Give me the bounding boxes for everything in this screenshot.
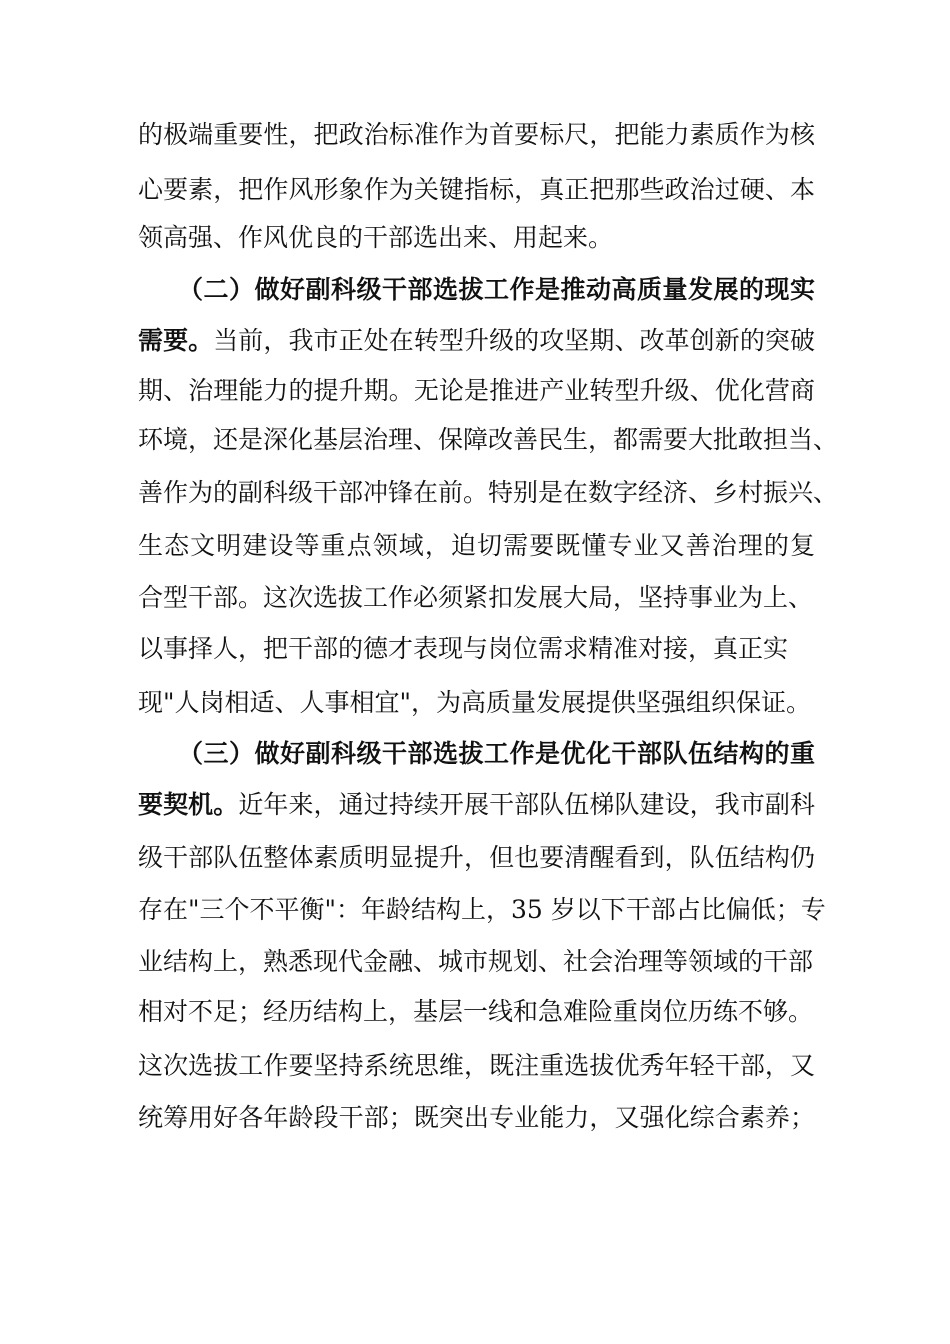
text-line [138, 476, 839, 510]
paragraph-text: 近年来，通过持续开展干部队伍梯队建设，我市副科 [238, 790, 815, 819]
heading-text: 要契机。 [138, 790, 239, 819]
text-line [178, 273, 815, 307]
text-line [138, 788, 815, 822]
paragraph-text: 善作为的副科级干部冲锋在前。特别是在数字经济、乡村振兴、 [138, 478, 839, 507]
paragraph-text: 业结构上，熟悉现代金融、城市规划、社会治理等领域的干部 [138, 947, 814, 976]
text-line [138, 1049, 815, 1083]
paragraph-text: 这次选拔工作要坚持系统思维，既注重选拔优秀年轻干部，又 [138, 1051, 815, 1080]
text-line [138, 686, 815, 720]
paragraph-text: 领高强、作风优良的干部选出来、用起来。 [138, 223, 614, 252]
paragraph-text: 相对不足；经历结构上，基层一线和急难险重岗位历练不够。 [138, 997, 814, 1026]
paragraph-text: 生态文明建设等重点领域，迫切需要既懂专业又善治理的复 [138, 531, 815, 560]
text-line [178, 737, 815, 771]
paragraph-text: 现"人岗相适、人事相宜"，为高质量发展提供坚强组织保证。 [138, 688, 812, 717]
paragraph-text: 统筹用好各年龄段干部；既突出专业能力，又强化综合素养； [138, 1103, 815, 1132]
paragraph-text: 的极端重要性，把政治标准作为首要标尺，把能力素质作为核 [138, 120, 815, 149]
text-line [138, 841, 815, 875]
heading-text: （三）做好副科级干部选拔工作是优化干部队伍结构的重 [178, 739, 815, 768]
text-line [138, 581, 815, 615]
text-line [138, 173, 815, 207]
paragraph-text: 心要素，把作风形象作为关键指标，真正把那些政治过硬、本 [138, 175, 815, 204]
paragraph-text: 环境，还是深化基层治理、保障改善民生，都需要大批敢担当、 [138, 425, 839, 454]
text-line [138, 324, 815, 358]
text-line [138, 945, 815, 979]
paragraph-text: 级干部队伍整体素质明显提升，但也要清醒看到，队伍结构仍 [138, 843, 815, 872]
paragraph-text: 期、治理能力的提升期。无论是推进产业转型升级、优化营商 [138, 376, 815, 405]
text-line [138, 529, 815, 563]
heading-text: （二）做好副科级干部选拔工作是推动高质量发展的现实 [178, 275, 815, 304]
heading-text: 需要。 [138, 326, 214, 355]
paragraph-text: 合型干部。这次选拔工作必须紧扣发展大局，坚持事业为上、 [138, 583, 814, 612]
paragraph-text: 存在"三个不平衡"：年龄结构上，35 岁以下干部占比偏低；专 [138, 895, 826, 924]
text-line [138, 995, 815, 1029]
text-line [138, 374, 815, 408]
paragraph-text: 以事择人，把干部的德才表现与岗位需求精准对接，真正实 [138, 634, 789, 663]
text-line [138, 118, 815, 152]
text-line [138, 423, 839, 457]
text-line [138, 1101, 815, 1135]
text-line [138, 221, 815, 255]
paragraph-text: 当前，我市正处在转型升级的攻坚期、改革创新的突破 [213, 326, 815, 355]
text-line [138, 893, 826, 927]
text-line [138, 632, 815, 666]
